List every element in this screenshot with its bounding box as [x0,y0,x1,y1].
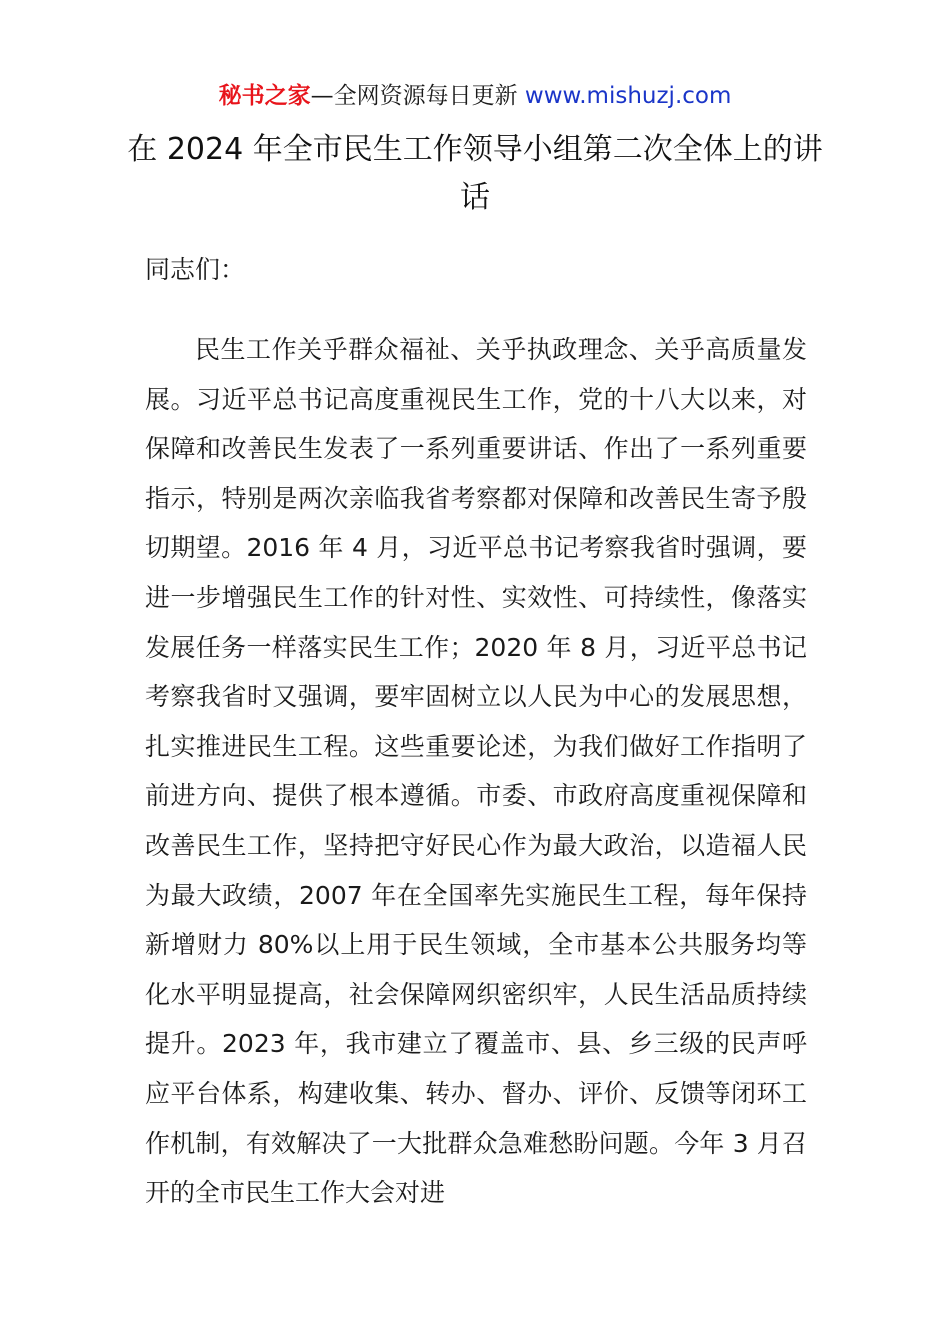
site-brand: 秘书之家 [218,83,311,109]
body-paragraph: 民生工作关乎群众福祉、关乎执政理念、关乎高质量发展。习近平总书记高度重视民生工作，党的十八大以来，对保障和改善民生发表了一系列重要讲话、作出了一系列重要指示，特别是两次亲临我省考察都对保障和改善民生寄予殷切期望。2016 年 4 月，习近平总书记考察我省时强调，要进一步增强民生工作的针对性、实效性、可持续性，像落实发展任务一样落实民生工作；2020 年 8 月，习近平总书记考察我省时又强调，要牢固树立以人民为中心的发展思想，扎实推进民生工程。这些重要论述，为我们做好工作指明了前进方向、提供了根本遵循。市委、市政府高度重视保障和改善民生工作，坚持把守好民心作为最大政治，以造福人民为最大政绩，2007 年在全国率先实施民生工程，每年保持新增财力 80%以上用于民生领域，全市基本公共服务均等化水平明显提高，社会保障网织密织牢，人民生活品质持续提升。2023 年，我市建立了覆盖市、县、乡三级的民声呼应平台体系，构建收集、转办、督办、评价、反馈等闭环工作机制，有效解决了一大批群众急难愁盼问题。今年 3 月召开的全市民生工作大会对进 [145,335,807,1208]
site-tagline: —全网资源每日更新 [310,83,525,109]
salutation: 同志们： [145,255,246,284]
document-title: 在 2024 年全市民生工作领导小组第二次全体上的讲话 [127,132,823,215]
site-header [0,80,950,112]
site-url-link[interactable]: www.mishuzj.com [524,83,732,109]
